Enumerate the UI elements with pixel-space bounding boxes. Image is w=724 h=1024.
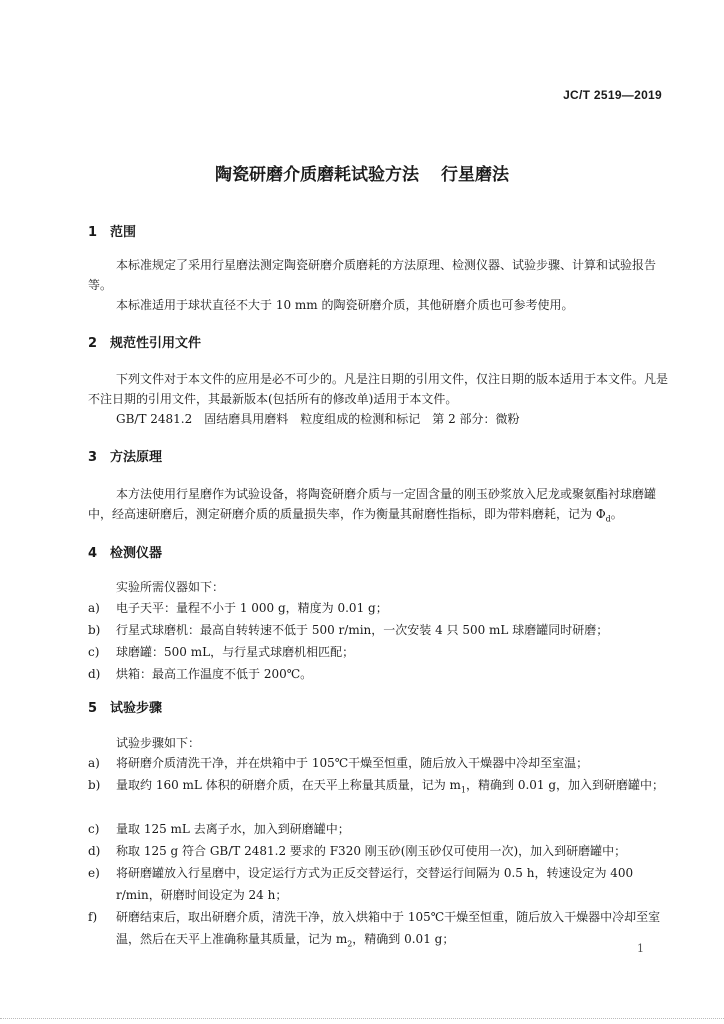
section-number: 5 — [88, 701, 98, 716]
list-item: b) 量取约 160 mL 体积的研磨介质，在天平上称量其质量，记为 $m_1$，精确到 0.01 g，加入到研磨罐中； — [88, 778, 665, 795]
section-number: 2 — [88, 336, 98, 351]
section-number: 4 — [88, 546, 98, 561]
section-4-heading — [88, 542, 162, 561]
section-1-paragraph-1: 本标准规定了采用行星磨法测定陶瓷研磨介质磨耗的方法原理、检测仪器、试验步骤、计算和试验报告等。 — [88, 258, 657, 292]
section-number: 1 — [88, 225, 98, 240]
section-2-paragraph-1: 下列文件对于本文件的应用是必不可少的。凡是注日期的引用文件，仅注日期的版本适用于本文件。凡是不注日期的引用文件，其最新版本(包括所有的修改单)适用于本文件。 — [88, 372, 669, 406]
list-item: d) 烘箱：最高工作温度不低于 200℃。 — [88, 667, 313, 681]
section-3-heading — [88, 446, 162, 465]
section-number: 3 — [88, 450, 98, 465]
list-item: c) 球磨罐：500 mL，与行星式球磨机相匹配； — [88, 645, 355, 659]
title-sub: 行星磨法 — [441, 165, 509, 185]
list-item: e) 将研磨罐放入行星磨中，设定运行方式为正反交替运行，交替运行间隔为 0.5 h，转速设定为 400 r/min，研磨时间设定为 24 h； — [88, 866, 634, 902]
section-title: 规范性引用文件 — [110, 336, 202, 351]
section-title: 试验步骤 — [110, 701, 163, 716]
document-title — [0, 160, 724, 185]
section-5-intro: 试验步骤如下： — [116, 736, 201, 750]
page-bottom-divider — [0, 1018, 724, 1019]
section-title: 方法原理 — [110, 450, 163, 465]
list-item: a) 电子天平：量程不小于 1 000 g，精度为 0.01 g； — [88, 601, 388, 615]
title-main: 陶瓷研磨介质磨耗试验方法 — [215, 165, 419, 185]
page-number: 1 — [637, 942, 644, 955]
normative-reference: GB/T 2481.2 固结磨具用磨料 粒度组成的检测和标记 第 2 部分：微粉 — [116, 412, 520, 426]
section-3-paragraph-1: 本方法使用行星磨作为试验设备，将陶瓷研磨介质与一定固含量的刚玉砂浆放入尼龙或聚氨酯衬球磨罐中，经高速研磨后，测定研磨介质的质量损失率，作为衡量其耐磨性指标，即为带料磨耗，记为 $\Phi_d$。 — [88, 487, 657, 524]
standard-number: JC/T 2519—2019 — [563, 88, 662, 102]
list-item: f) 研磨结束后，取出研磨介质，清洗干净，放入烘箱中于 105℃干燥至恒重，随后放入干燥器中冷却至室温，然后在天平上准确称量其质量，记为 $m_2$，精确到 0.01 g； — [88, 910, 661, 949]
section-1-paragraph-2: 本标准适用于球状直径不大于 10 mm 的陶瓷研磨介质，其他研磨介质也可参考使用。 — [116, 298, 574, 312]
section-5-heading — [88, 697, 162, 716]
subscript: d — [605, 514, 611, 524]
section-2-heading — [88, 332, 201, 351]
list-item: a) 将研磨介质清洗干净，并在烘箱中于 105℃干燥至恒重，随后放入干燥器中冷却至室温； — [88, 756, 589, 770]
section-title: 检测仪器 — [110, 546, 163, 561]
section-1-heading — [88, 221, 136, 240]
section-4-intro: 实验所需仪器如下： — [116, 580, 225, 594]
list-item: d) 称取 125 g 符合 GB/T 2481.2 要求的 F320 刚玉砂(刚玉砂仅可使用一次)，加入到研磨罐中； — [88, 844, 627, 858]
list-item: c) 量取 125 mL 去离子水，加入到研磨罐中； — [88, 822, 350, 836]
list-item: b) 行星式球磨机：最高自转转速不低于 500 r/min，一次安装 4 只 500 mL 球磨罐同时研磨； — [88, 623, 609, 637]
section-title: 范围 — [110, 225, 137, 240]
